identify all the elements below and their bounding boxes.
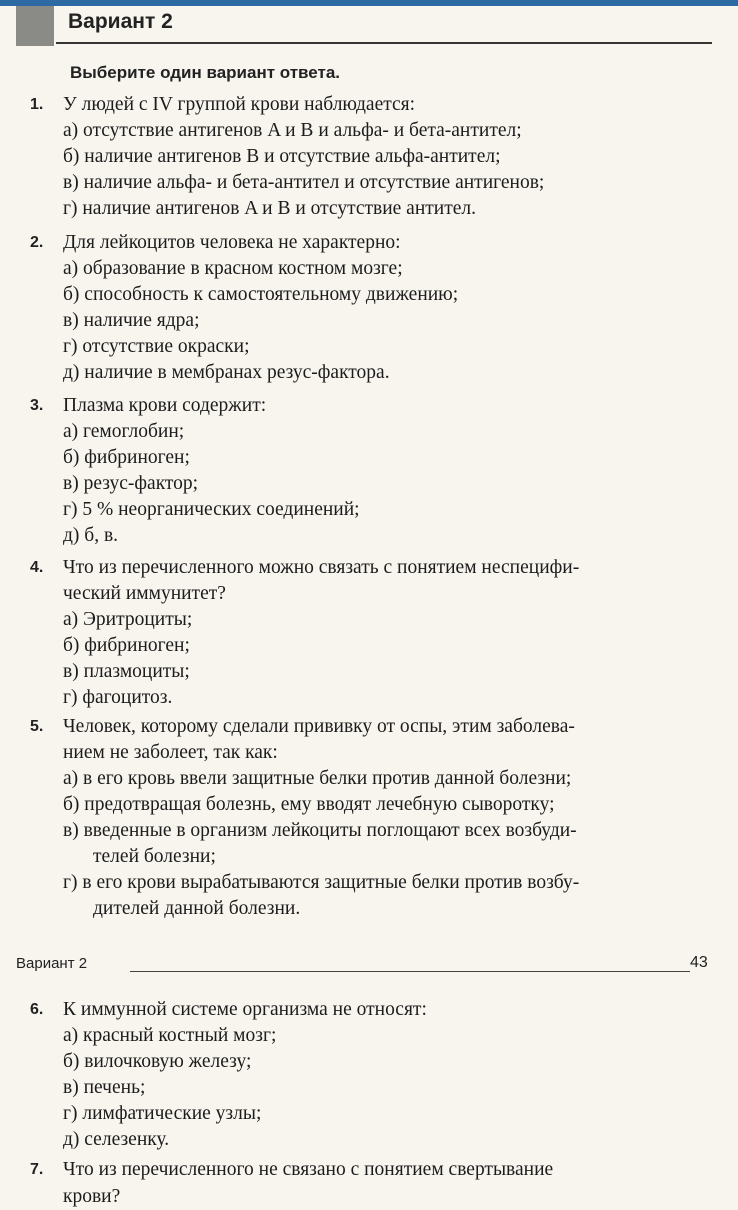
answer-option: а) красный костный мозг; <box>63 1025 277 1046</box>
answer-option: в) введенные в организм лейкоциты поглощают всех возбуди- <box>63 820 577 841</box>
answer-option: а) в его кровь ввели защитные белки против данной болезни; <box>63 768 572 789</box>
answer-option: б) наличие антигенов B и отсутствие альфа-антител; <box>63 146 501 167</box>
answer-option: г) наличие антигенов A и B и отсутствие антител. <box>63 198 477 219</box>
question-number: 1. <box>30 96 44 113</box>
footer-section-label: Вариант 2 <box>16 955 88 972</box>
answer-option: д) наличие в мембранах резус-фактора. <box>63 362 390 383</box>
answer-option: г) в его крови вырабатываются защитные белки против возбу- <box>63 872 580 893</box>
question-text: Для лейкоцитов человека не характерно: <box>63 232 401 253</box>
question-text: У людей с IV группой крови наблюдается: <box>63 94 416 115</box>
answer-option: г) лимфатические узлы; <box>63 1103 262 1124</box>
question-text: нием не заболеет, так как: <box>63 742 278 763</box>
answer-option: г) отсутствие окраски; <box>63 336 250 357</box>
header-divider <box>56 42 712 44</box>
footer-divider <box>130 971 690 972</box>
answer-option: в) резус-фактор; <box>63 473 199 494</box>
answer-option: в) плазмоциты; <box>63 661 190 682</box>
question-number: 3. <box>30 397 44 414</box>
answer-option: д) б, в. <box>63 525 119 546</box>
answer-option: а) отсутствие антигенов A и B и альфа- и бета-антител; <box>63 120 522 141</box>
answer-option: б) вилочковую железу; <box>63 1051 252 1072</box>
question-text: ческий иммунитет? <box>63 583 226 604</box>
answer-option: г) фагоцитоз. <box>63 687 173 708</box>
answer-option: б) предотвращая болезнь, ему вводят лечебную сыворотку; <box>63 794 555 815</box>
answer-option: в) печень; <box>63 1077 146 1098</box>
question-text: К иммунной системе организма не относят: <box>63 999 427 1020</box>
instruction-text: Выберите один вариант ответа. <box>70 63 341 82</box>
question-number: 7. <box>30 1161 44 1178</box>
page-number: 43 <box>690 954 708 971</box>
answer-option-continuation: телей болезни; <box>93 846 216 867</box>
answer-option: г) 5 % неорганических соединений; <box>63 499 360 520</box>
question-text: Человек, которому сделали прививку от оспы, этим заболева- <box>63 716 575 737</box>
answer-option: в) наличие альфа- и бета-антител и отсутствие антигенов; <box>63 172 545 193</box>
answer-option: д) селезенку. <box>63 1129 170 1150</box>
answer-option-continuation: дителей данной болезни. <box>93 898 301 919</box>
question-number: 5. <box>30 718 44 735</box>
question-number: 6. <box>30 1001 44 1018</box>
answer-option: б) способность к самостоятельному движению; <box>63 284 459 305</box>
answer-option: а) гемоглобин; <box>63 421 185 442</box>
question-number: 4. <box>30 559 44 576</box>
question-number: 2. <box>30 234 44 251</box>
question-text: Что из перечисленного не связано с понятием свертывание <box>63 1159 554 1180</box>
header-tab-marker <box>16 6 54 46</box>
cut-off-line: крови? <box>63 1186 121 1207</box>
page-title: Вариант 2 <box>68 10 173 33</box>
answer-option: а) Эритроциты; <box>63 609 193 630</box>
top-border <box>0 0 738 6</box>
question-text: Плазма крови содержит: <box>63 395 267 416</box>
answer-option: в) наличие ядра; <box>63 310 200 331</box>
question-text: Что из перечисленного можно связать с понятием неспецифи- <box>63 557 580 578</box>
answer-option: б) фибриноген; <box>63 635 190 656</box>
answer-option: б) фибриноген; <box>63 447 190 468</box>
answer-option: а) образование в красном костном мозге; <box>63 258 403 279</box>
